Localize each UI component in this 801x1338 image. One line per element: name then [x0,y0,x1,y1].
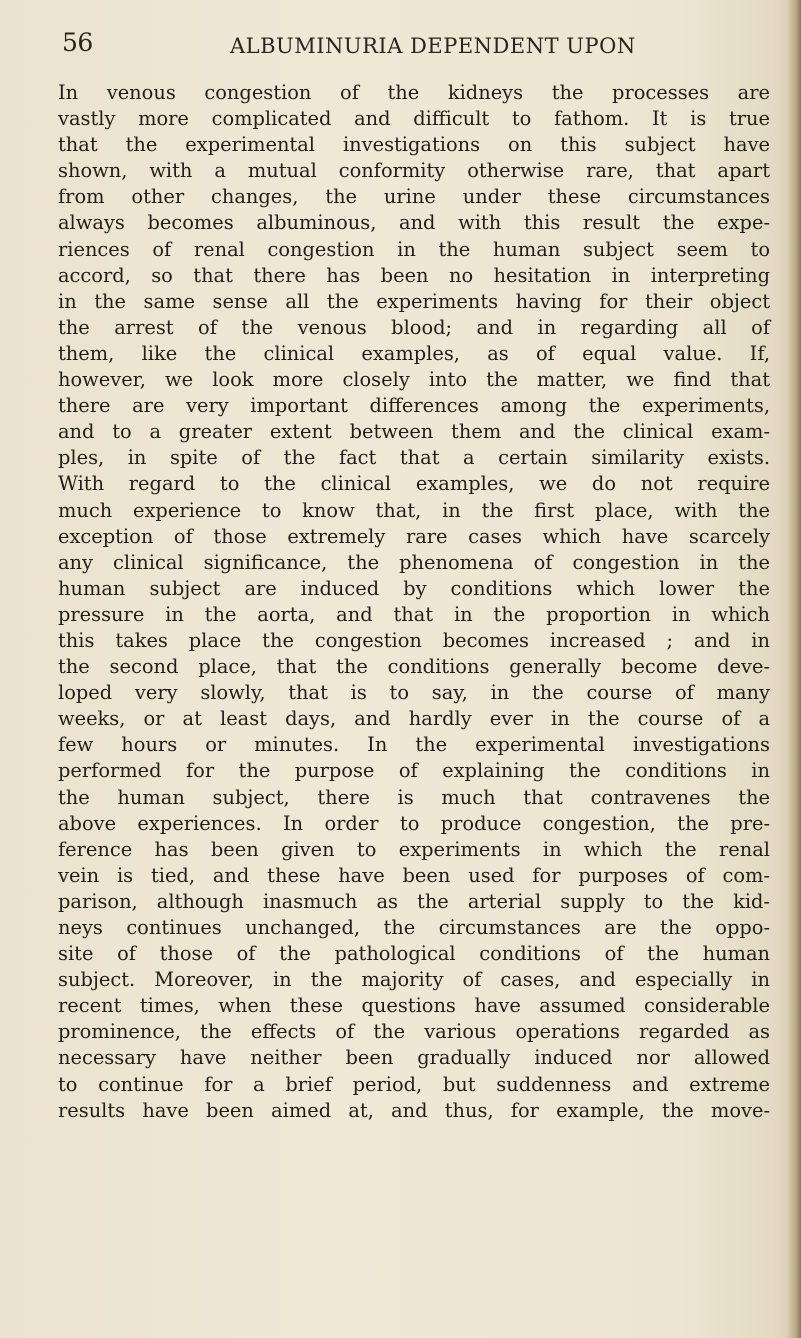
text-line: however, we look more closely into the matter, we find that [58,368,770,392]
page-edge-shadow [787,0,801,1338]
text-line: the second place, that the conditions generally become deve- [58,655,770,679]
text-line: pressure in the aorta, and that in the proportion in which [58,602,770,626]
text-line: recent times, when these questions have assumed considerable [58,994,770,1018]
text-line: above experiences. In order to produce congestion, the pre- [58,811,770,835]
text-line: the arrest of the venous blood; and in regarding all of [58,315,770,339]
text-line: this takes place the congestion becomes increased ; and in [58,628,770,652]
text-line: riences of renal congestion in the human subject seem to [58,237,770,261]
text-line: loped very slowly, that is to say, in the course of many [58,681,770,705]
text-line: ference has been given to experiments in which the renal [58,837,770,861]
text-line: any clinical significance, the phenomena of congestion in the [58,550,770,574]
body-paragraph [58,80,770,1124]
text-line: neys continues unchanged, the circumstances are the oppo- [58,916,770,939]
text-line: shown, with a mutual conformity otherwise rare, that apart [58,159,770,183]
text-line: that the experimental investigations on this subject have [58,133,770,157]
text-line: performed for the purpose of explaining the conditions in [58,759,770,783]
text-line: there are very important differences among the experiments, [58,394,770,418]
text-line: accord, so that there has been no hesitation in interpreting [58,263,770,287]
text-line: few hours or minutes. In the experimental investigations [58,733,770,757]
text-line: site of those of the pathological conditions of the human [58,942,770,966]
text-line: necessary have neither been gradually induced nor allowed [58,1046,770,1070]
text-line: to continue for a brief period, but suddenness and extreme [58,1072,770,1096]
text-line: weeks, or at least days, and hardly ever in the course of a [58,707,770,731]
text-line: ples, in spite of the fact that a certain similarity exists. [58,446,770,470]
running-title: ALBUMINURIA DEPENDENT UPON [230,34,636,58]
page-number: 56 [62,28,93,57]
text-line: human subject are induced by conditions which lower the [58,576,770,600]
text-line: vein is tied, and these have been used for purposes of com- [58,863,770,887]
text-line: them, like the clinical examples, as of equal value. If, [58,341,770,365]
text-line: and to a greater extent between them and the clinical exam- [58,420,770,444]
text-line: results have been aimed at, and thus, for example, the move- [58,1098,770,1122]
text-line: With regard to the clinical examples, we do not require [58,472,770,496]
text-line: from other changes, the urine under these circumstances [58,185,770,209]
text-line: parison, although inasmuch as the arterial supply to the kid- [58,889,770,913]
text-line: In venous congestion of the kidneys the processes are [58,81,770,104]
text-line: subject. Moreover, in the majority of cases, and especially in [58,968,770,992]
text-line: in the same sense all the experiments having for their object [58,289,770,313]
text-line: always becomes albuminous, and with this result the expe- [58,211,770,235]
page-header [62,28,770,64]
text-line: vastly more complicated and difficult to fathom. It is true [58,107,770,131]
text-line: the human subject, there is much that contravenes the [58,785,770,809]
text-line: prominence, the effects of the various operations regarded as [58,1020,770,1044]
text-line: much experience to know that, in the first place, with the [58,498,770,522]
text-line: exception of those extremely rare cases which have scarcely [58,524,770,548]
